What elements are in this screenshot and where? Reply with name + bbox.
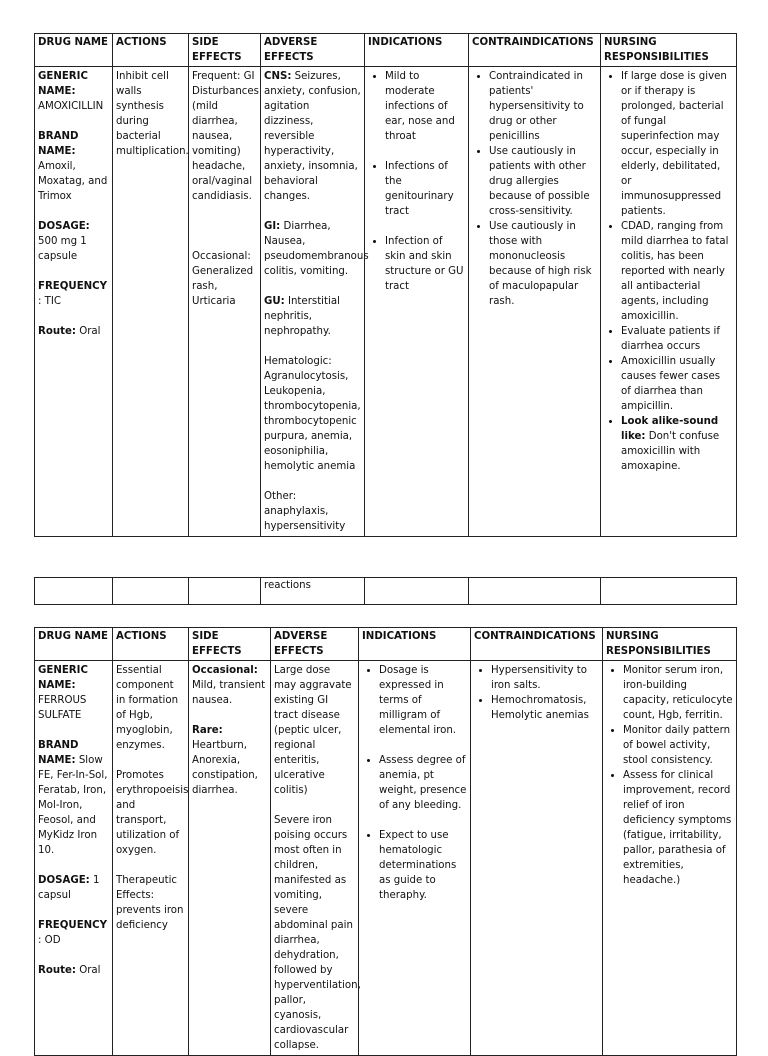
dosage-label: DOSAGE: <box>38 875 90 886</box>
adverse-gi-label: GI: <box>264 221 281 232</box>
adverse-text-1: Large dose may aggravate existing GI tract disease (peptic ulcer, regional enteritis, ulcerative colitis) <box>274 665 352 796</box>
route-value: Oral <box>79 326 101 337</box>
side-rare: Heartburn, Anorexia, constipation, diarrhea. <box>192 740 258 796</box>
adverse-gu <box>264 294 361 339</box>
list-item: • Use cautiously in those with mononucleosis because of high risk of maculopapular rash. <box>489 219 597 309</box>
adverse-cns <box>264 69 361 204</box>
drug-name-cell <box>35 661 113 1056</box>
indications-list <box>362 663 467 903</box>
actions-cell <box>113 661 189 1056</box>
side-occasional: Mild, transient nausea. <box>192 680 266 706</box>
header-indications: INDICATIONS <box>359 628 471 661</box>
actions-text-1: Essential component in formation of Hgb, myoglobin, enzymes. <box>116 665 179 751</box>
header-side-effects: SIDE EFFECTS <box>189 628 271 661</box>
continuation-text: reactions <box>261 578 365 605</box>
route <box>38 963 109 978</box>
table-header-row <box>35 628 737 661</box>
list-item: • Dosage is expressed in terms of milligram of elemental iron. <box>379 663 467 738</box>
adverse-hematologic: Hematologic: Agranulocytosis, Leukopenia, thrombocytopenia, thrombocytopenic purpura, anemia, eosoniphilia, hemolytic anemia <box>264 356 361 472</box>
contraindications-list <box>472 69 597 309</box>
continuation-table <box>34 577 737 605</box>
generic-name: AMOXICILLIN <box>38 101 104 112</box>
list-item: • Infection of skin and skin structure or GU tract <box>385 234 465 294</box>
list-item: • Use cautiously in patients with other drug allergies because of possible cross-sensitivity. <box>489 144 597 219</box>
dosage-label: DOSAGE: <box>38 221 90 232</box>
generic-name-label: GENERIC NAME: <box>38 665 88 691</box>
side-occasional-label: Occasional: <box>192 665 258 676</box>
header-drug-name: DRUG NAME <box>35 34 113 67</box>
actions-text-3: Therapeutic Effects: prevents iron deficiency <box>116 875 184 931</box>
frequency-label: FREQUENCY <box>38 281 108 292</box>
nursing-list <box>604 69 733 474</box>
brand-name <box>38 738 109 858</box>
header-nursing-responsibilities: NURSING RESPONSIBILITIES <box>601 34 737 67</box>
side-rare-label: Rare: <box>192 725 223 736</box>
adverse-gu-label: GU: <box>264 296 285 307</box>
adverse-effects-cell <box>271 661 359 1056</box>
lookalike-text: Don't confuse amoxicillin with amoxapine. <box>621 431 720 472</box>
adverse-gi <box>264 219 369 279</box>
route-label: Route: <box>38 965 76 976</box>
generic-name-label: GENERIC NAME: <box>38 71 88 97</box>
side-effects-cell <box>189 67 261 537</box>
actions-cell <box>113 67 189 537</box>
route-label: Route: <box>38 326 76 337</box>
list-item: • Evaluate patients if diarrhea occurs <box>621 324 733 354</box>
dosage: 500 mg 1 capsule <box>38 236 87 262</box>
actions-text: Inhibit cell walls synthesis during bacterial multiplication. <box>116 71 189 157</box>
list-item: • Assess for clinical improvement, record relief of iron deficiency symptoms (fatigue, irritability, pallor, parathesia of extremities, headache.) <box>623 768 733 888</box>
indications-cell <box>365 67 469 537</box>
adverse-gu-text: Interstitial nephritis, nephropathy. <box>264 296 340 337</box>
dosage <box>38 873 109 903</box>
list-item: • Hypersensitivity to iron salts. <box>491 663 599 693</box>
indications-cell <box>359 661 471 1056</box>
side-effects-frequent: Frequent: GI Disturbances (mild diarrhea, nausea, vomiting) headache, oral/vaginal candidiasis. <box>192 71 259 202</box>
list-item: • CDAD, ranging from mild diarrhea to fatal colitis, has been reported with nearly all antibacterial agents, including amoxicillin. <box>621 219 733 324</box>
list-item: • Hemochromatosis, Hemolytic anemias <box>491 693 599 723</box>
header-side-effects: SIDE EFFECTS <box>189 34 261 67</box>
actions-text-2: Promotes erythropoeisis and transport, utilization of oxygen. <box>116 770 189 856</box>
adverse-text-2: Severe iron poising occurs most often in children, manifested as vomiting, severe abdominal pain diarrhea, dehydration, followed by hyperventilation, pallor, cyanosis, cardiovascular collapse. <box>274 815 361 1051</box>
contraindications-cell <box>469 67 601 537</box>
list-item: • Assess degree of anemia, pt weight, presence of any bleeding. <box>379 753 467 813</box>
table-row <box>35 661 737 1056</box>
header-actions: ACTIONS <box>113 628 189 661</box>
adverse-effects-cell <box>261 67 369 537</box>
route <box>38 324 109 339</box>
drug-name-cell <box>35 67 113 537</box>
nursing-responsibilities-cell <box>601 67 737 537</box>
brand-name-label: BRAND NAME: <box>38 131 79 157</box>
brand-name: Amoxil, Moxatag, and Trimox <box>38 161 108 202</box>
adverse-other: Other: anaphylaxis, hypersensitivity <box>264 491 346 532</box>
drug-table-ferrous-sulfate <box>34 627 737 1056</box>
list-item: • Amoxicillin usually causes fewer cases of diarrhea than ampicillin. <box>621 354 733 414</box>
adverse-cns-text: Seizures, anxiety, confusion, agitation dizziness, reversible hyperactivity, anxiety, insomnia, behavioral changes. <box>264 71 361 202</box>
indications-list <box>368 69 465 294</box>
generic-name: FERROUS SULFATE <box>38 695 87 721</box>
brand-name-value: Slow FE, Fer-In-Sol, Feratab, Iron, Mol-Iron, Feosol, and MyKidz Iron 10. <box>38 755 108 856</box>
list-item: • Monitor serum iron, iron-building capacity, reticulocyte count, Hgb, ferritin. <box>623 663 733 723</box>
contraindications-cell <box>471 661 603 1056</box>
frequency-label: FREQUENCY <box>38 920 108 931</box>
table-header-row <box>35 34 737 67</box>
header-adverse-effects: ADVERSE EFFECTS <box>261 34 365 67</box>
header-contraindications: CONTRAINDICATIONS <box>469 34 601 67</box>
header-nursing-responsibilities: NURSING RESPONSIBILITIES <box>603 628 737 661</box>
header-adverse-effects: ADVERSE EFFECTS <box>271 628 359 661</box>
header-indications: INDICATIONS <box>365 34 469 67</box>
nursing-list <box>606 663 733 888</box>
table-row <box>35 67 737 537</box>
table-row <box>35 578 737 605</box>
route-value: Oral <box>79 965 101 976</box>
dosage-value: 1 capsul <box>38 875 100 901</box>
list-item: • Expect to use hematologic determinations as guide to theraphy. <box>379 828 467 903</box>
adverse-gi-text: Diarrhea, Nausea, pseudomembranous colitis, vomiting. <box>264 221 369 277</box>
header-actions: ACTIONS <box>113 34 189 67</box>
list-item: • Monitor daily pattern of bowel activity, stool consistency. <box>623 723 733 768</box>
list-item <box>621 414 733 474</box>
list-item: • Contraindicated in patients' hypersensitivity to drug or other penicillins <box>489 69 597 144</box>
header-drug-name: DRUG NAME <box>35 628 113 661</box>
list-item: • Mild to moderate infections of ear, nose and throat <box>385 69 465 144</box>
brand-name-label: BRAND NAME: <box>38 740 79 766</box>
side-effects-cell <box>189 661 271 1056</box>
list-item: • Infections of the genitourinary tract <box>385 159 465 219</box>
frequency: : OD <box>38 935 61 946</box>
list-item: • If large dose is given or if therapy is prolonged, bacterial of fungal superinfection may occur, especially in elderly, debilitated, or immunosuppressed patients. <box>621 69 733 219</box>
frequency: : TIC <box>38 296 62 307</box>
adverse-cns-label: CNS: <box>264 71 292 82</box>
side-effects-occasional: Occasional: Generalized rash, Urticaria <box>192 251 254 307</box>
drug-table-amoxicillin <box>34 33 737 537</box>
header-contraindications: CONTRAINDICATIONS <box>471 628 603 661</box>
nursing-responsibilities-cell <box>603 661 737 1056</box>
lookalike-label: Look alike-sound like: <box>621 416 719 442</box>
contraindications-list <box>474 663 599 723</box>
